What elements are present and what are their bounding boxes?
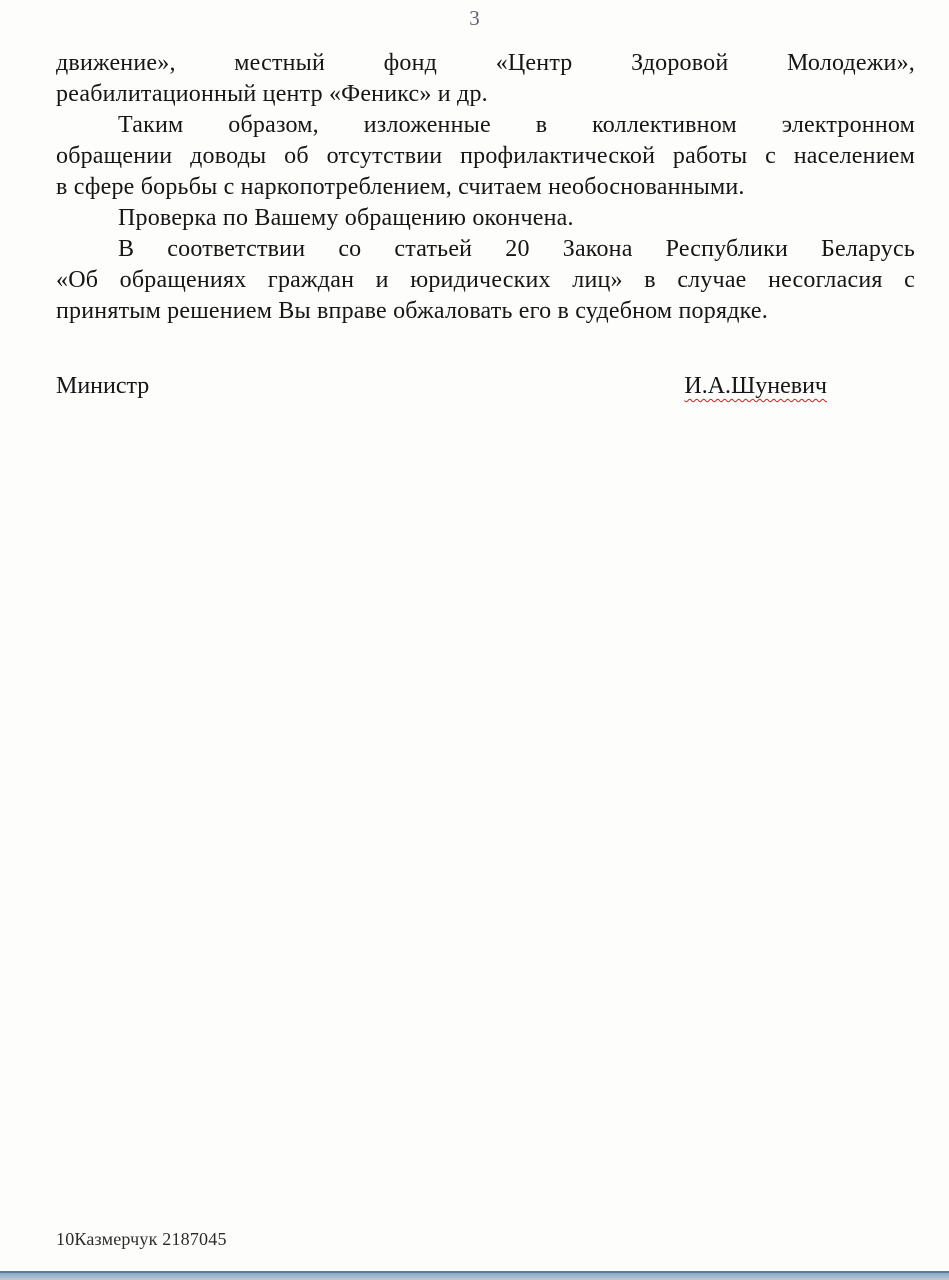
bottom-edge-bar xyxy=(0,1271,949,1280)
paragraph-line: «Об обращениях граждан и юридических лиц» в случае несогласия с xyxy=(56,267,915,293)
paragraph-law xyxy=(56,234,915,327)
paragraph-line: Таким образом, изложенные в коллективном электронном xyxy=(118,112,915,138)
page-number: 3 xyxy=(469,6,480,30)
paragraph-line: реабилитационный центр «Феникс» и др. xyxy=(56,81,488,107)
paragraph-line: принятым решением Вы вправе обжаловать его в судебном порядке. xyxy=(56,298,768,324)
signature-title: Министр xyxy=(56,373,150,399)
paragraph-conclusion xyxy=(56,110,915,203)
paragraph-continuation xyxy=(56,48,915,110)
paragraph-line: Проверка по Вашему обращению окончена. xyxy=(118,205,574,231)
paragraph-line: движение», местный фонд «Центр Здоровой Молодежи», xyxy=(56,50,915,76)
signature-row xyxy=(56,371,915,402)
footer-reference: 10Казмерчук 2187045 xyxy=(56,1229,227,1249)
paragraph-line: В соответствии со статьей 20 Закона Республики Беларусь xyxy=(118,236,915,262)
signature-name: И.А.Шуневич xyxy=(684,373,827,399)
paragraph-line: обращении доводы об отсутствии профилактической работы с населением xyxy=(56,143,915,169)
letter-body xyxy=(56,48,915,402)
paragraph-check-finished xyxy=(56,203,915,234)
paragraph-line: в сфере борьбы с наркопотреблением, считаем необоснованными. xyxy=(56,174,745,200)
